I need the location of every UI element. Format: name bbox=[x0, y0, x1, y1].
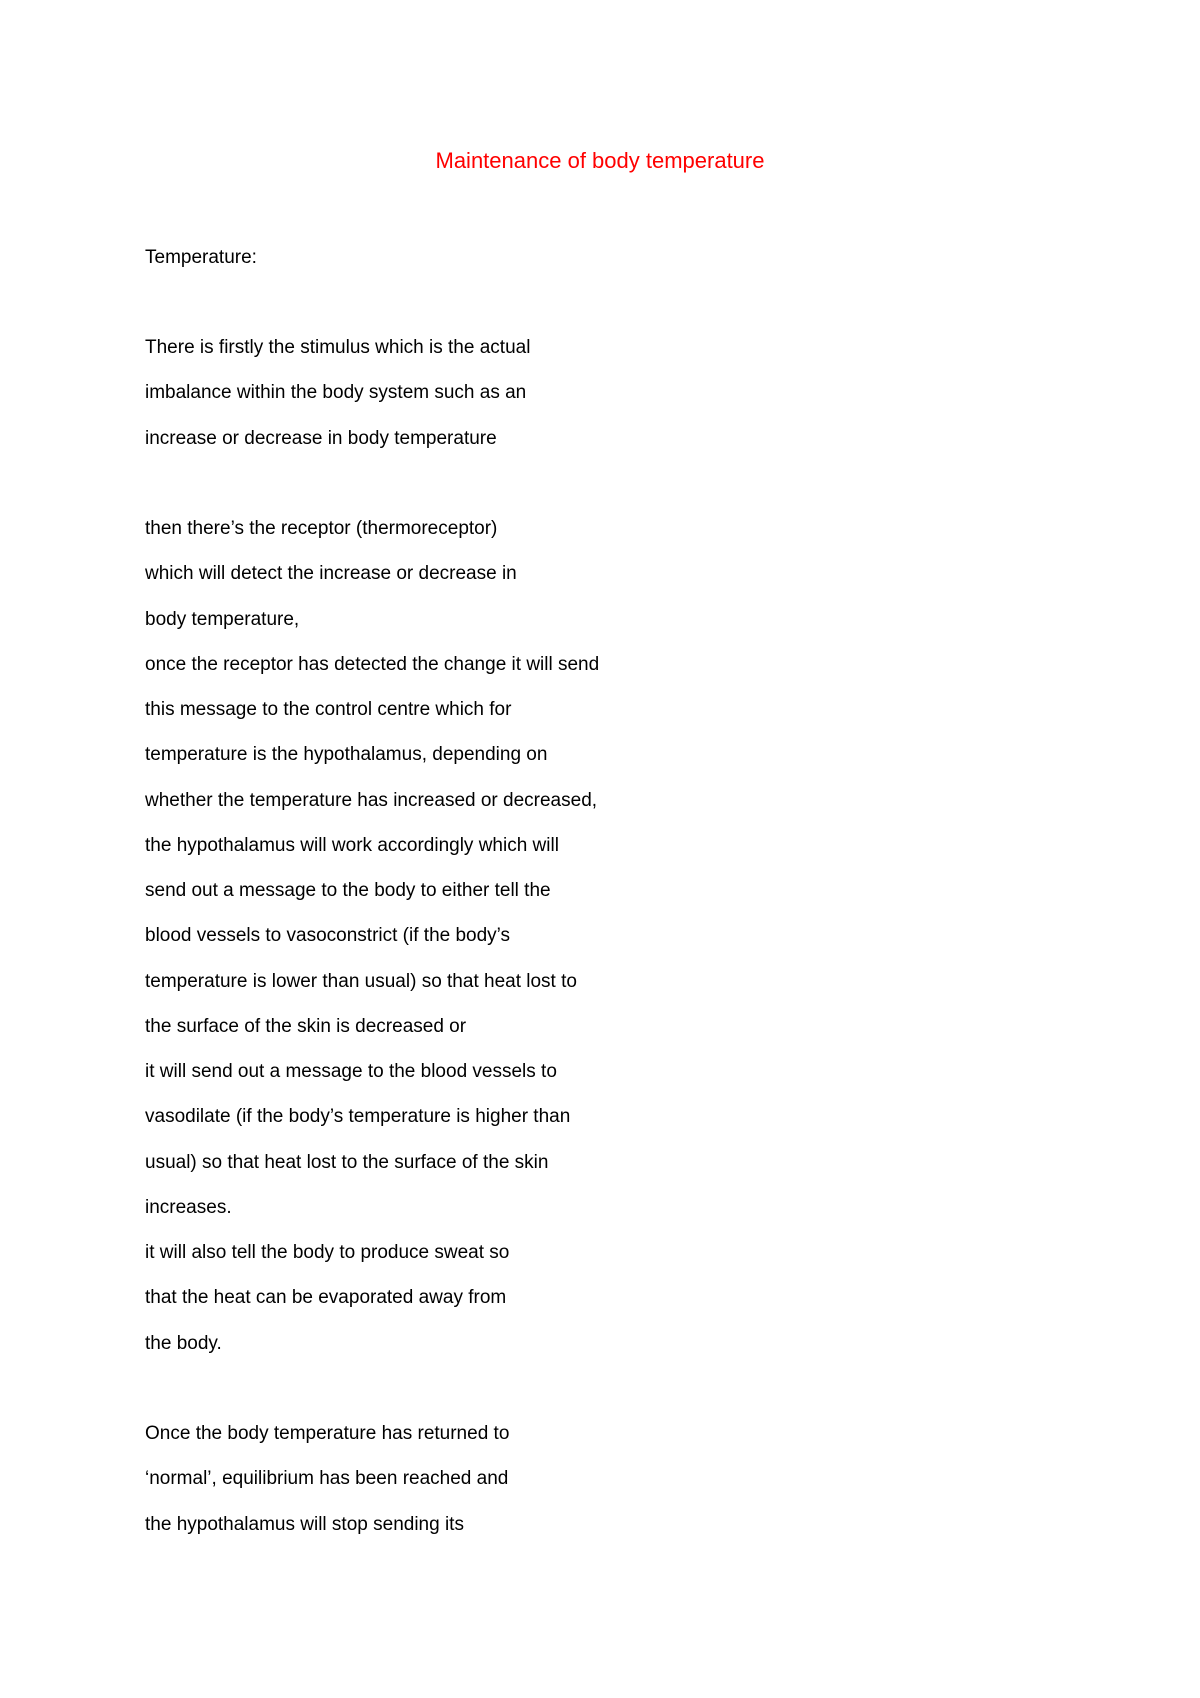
text-line: blood vessels to vasoconstrict (if the body’s bbox=[145, 925, 511, 946]
text-line: the surface of the skin is decreased or bbox=[145, 1016, 467, 1037]
text-line: increase or decrease in body temperature bbox=[145, 428, 497, 449]
text-line: There is firstly the stimulus which is the actual bbox=[145, 337, 531, 358]
text-line: that the heat can be evaporated away from bbox=[145, 1287, 507, 1308]
text-line: the hypothalamus will work accordingly which will bbox=[145, 835, 559, 856]
text-line: temperature is the hypothalamus, depending on bbox=[145, 744, 548, 765]
text-line: Temperature: bbox=[145, 247, 257, 268]
text-line: send out a message to the body to either tell the bbox=[145, 880, 551, 901]
text-line: the body. bbox=[145, 1333, 222, 1354]
text-line: it will send out a message to the blood vessels to bbox=[145, 1061, 557, 1082]
text-line: Once the body temperature has returned to bbox=[145, 1423, 510, 1444]
document-title: Maintenance of body temperature bbox=[435, 148, 765, 173]
text-line: which will detect the increase or decrease in bbox=[145, 563, 517, 584]
text-line: once the receptor has detected the change it will send bbox=[145, 654, 600, 675]
text-line: vasodilate (if the body’s temperature is higher than bbox=[145, 1106, 571, 1127]
text-line: usual) so that heat lost to the surface of the skin bbox=[145, 1152, 549, 1173]
text-line: whether the temperature has increased or decreased, bbox=[145, 790, 598, 811]
text-line: imbalance within the body system such as an bbox=[145, 382, 527, 403]
text-line: body temperature, bbox=[145, 609, 300, 630]
text-line: temperature is lower than usual) so that heat lost to bbox=[145, 971, 577, 992]
text-line: ‘normal’, equilibrium has been reached and bbox=[145, 1468, 509, 1489]
text-line: the hypothalamus will stop sending its bbox=[145, 1514, 464, 1535]
text-line: this message to the control centre which for bbox=[145, 699, 512, 720]
text-line: then there’s the receptor (thermoreceptor) bbox=[145, 518, 498, 539]
text-line: increases. bbox=[145, 1197, 232, 1218]
text-line: it will also tell the body to produce sweat so bbox=[145, 1242, 510, 1263]
